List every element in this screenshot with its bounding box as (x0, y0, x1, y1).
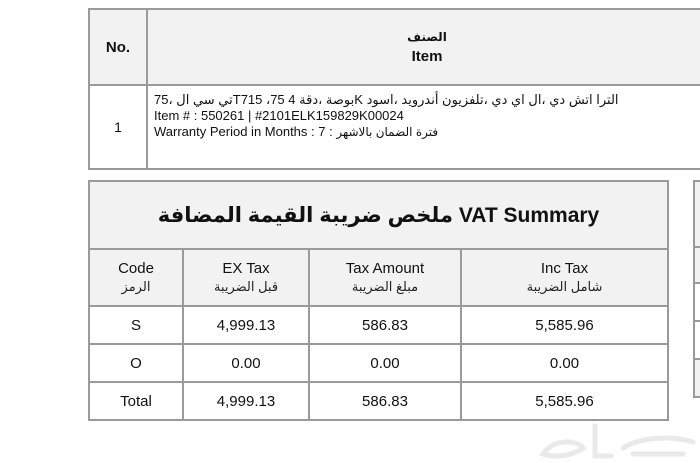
table-row-total (89, 382, 668, 420)
side-cell (694, 181, 700, 247)
table-row (89, 85, 700, 169)
side-cell (694, 321, 700, 359)
item-number: Item # : 550261 | #2101ELK159829K00024 (154, 108, 404, 123)
vat-title-ar: ملخص ضريبة القيمة المضافة (157, 203, 453, 227)
col-inc-tax (461, 249, 668, 306)
vat-title-en: VAT Summary (458, 203, 600, 227)
vat-summary-table (88, 180, 669, 421)
header-item-ar: الصنف (407, 30, 447, 44)
col-inc-tax-ar: شامل الضريبة (526, 278, 603, 294)
header-item (147, 9, 700, 85)
vat-title-row (89, 181, 668, 249)
col-tax-amount-en: Tax Amount (345, 259, 425, 277)
partial-side-table (693, 180, 700, 398)
item-table (88, 8, 700, 170)
cell-code: Total (89, 382, 183, 420)
col-ex-tax-en: EX Tax (222, 259, 270, 277)
vat-summary-title (89, 181, 668, 249)
header-item-en: Item (411, 48, 443, 65)
table-row (89, 306, 668, 344)
side-cell (694, 247, 700, 283)
col-code-ar: الرمز (121, 278, 151, 294)
cell-inc-tax: 0.00 (461, 344, 668, 382)
watermark-logo-icon (533, 418, 698, 462)
vat-column-headers (89, 249, 668, 306)
cell-tax-amount: 586.83 (309, 306, 461, 344)
cell-code: S (89, 306, 183, 344)
warranty-ar: فترة الضمان بالاشهر (336, 125, 439, 139)
side-cell (694, 359, 700, 397)
col-tax-amount (309, 249, 461, 306)
cell-code: O (89, 344, 183, 382)
cell-tax-amount: 586.83 (309, 382, 461, 420)
row-number: 1 (89, 85, 147, 169)
cell-ex-tax: 4,999.13 (183, 306, 309, 344)
table-row (89, 344, 668, 382)
item-table-header (89, 9, 700, 85)
col-inc-tax-en: Inc Tax (540, 259, 589, 277)
cell-ex-tax: 0.00 (183, 344, 309, 382)
item-description-cell (147, 85, 700, 169)
col-ex-tax-ar: قبل الضريبة (213, 278, 279, 294)
cell-tax-amount: 0.00 (309, 344, 461, 382)
col-code-en: Code (118, 259, 154, 277)
warranty-en: Warranty Period in Months : 7 : (154, 124, 333, 139)
side-cell (694, 283, 700, 321)
col-ex-tax (183, 249, 309, 306)
item-description: الترا اتش دي ،ال اي دي ،تلفزيون أندرويد ،اسود Kبوصة ،دقة 4 75، T715تي سي ال ،75 (154, 92, 619, 107)
cell-inc-tax: 5,585.96 (461, 306, 668, 344)
cell-ex-tax: 4,999.13 (183, 382, 309, 420)
col-tax-amount-ar: مبلغ الضريبة (351, 278, 419, 294)
col-code (89, 249, 183, 306)
warranty-line (154, 124, 700, 140)
cell-inc-tax: 5,585.96 (461, 382, 668, 420)
header-no: No. (89, 9, 147, 85)
